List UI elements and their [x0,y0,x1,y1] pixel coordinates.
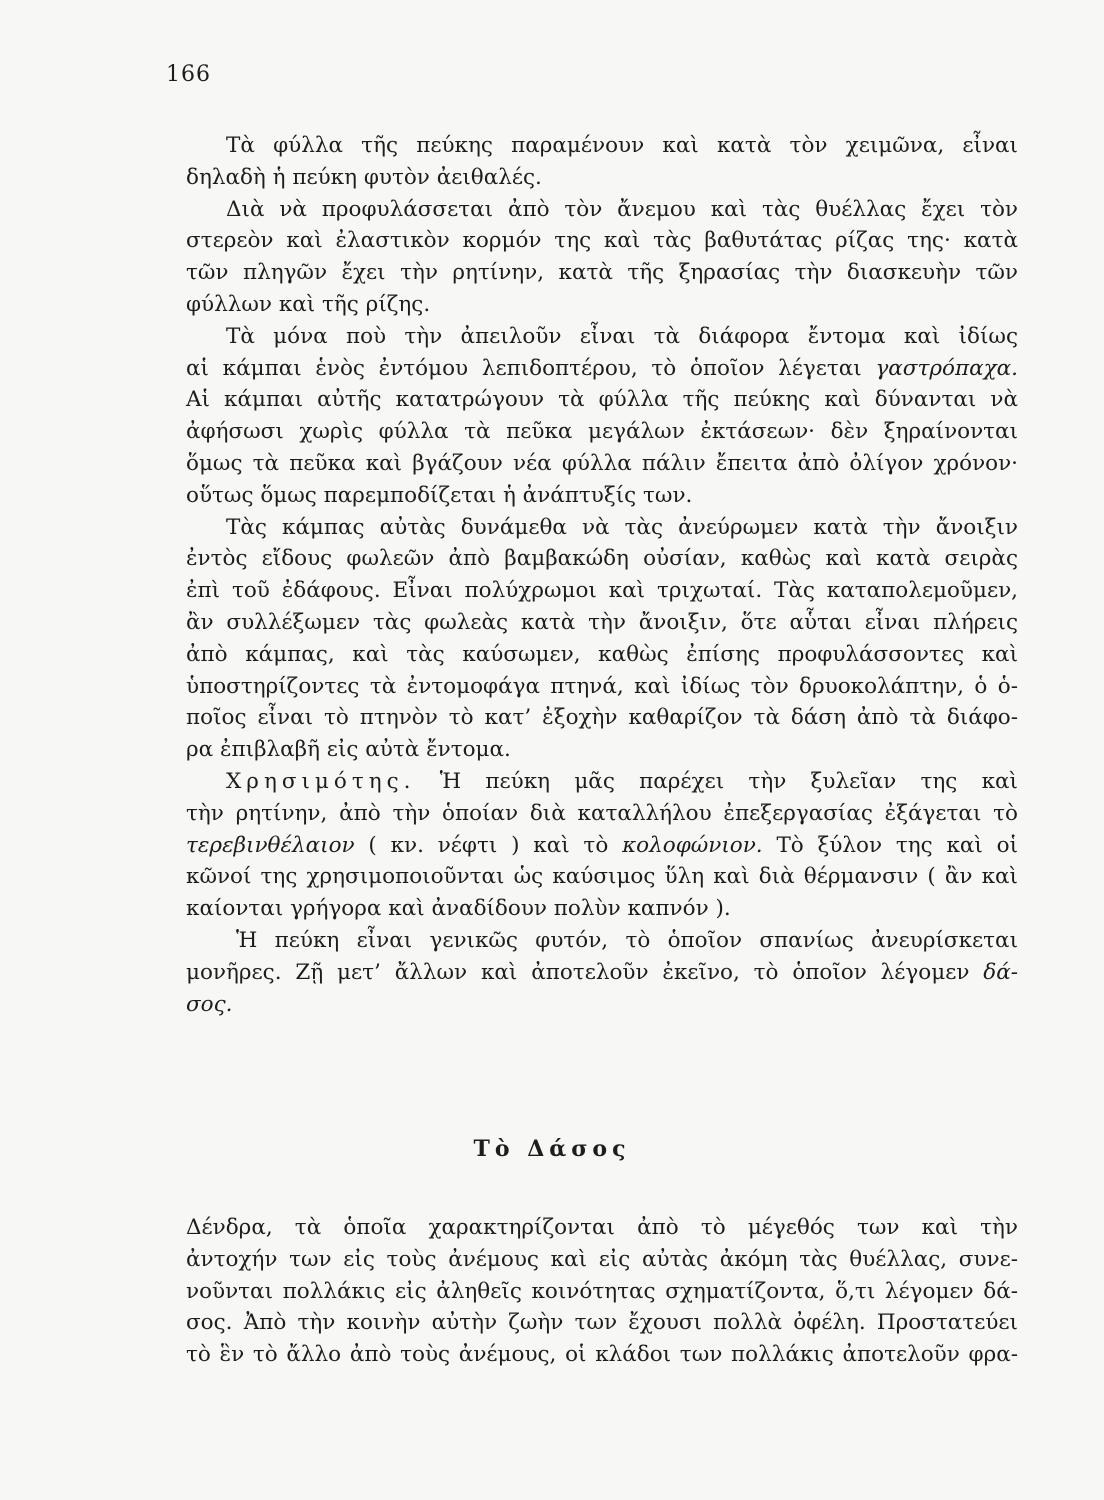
text-line: ἐντὸς εἴδους φωλεῶν ἀπὸ βαμβακώδη οὐσίαν, καθὼς καὶ κατὰ σειρὰς [186,546,1018,572]
term-gastropacha: γαστρόπαχα. [875,355,1018,381]
term-kolofonion: κολοφώνιον. [622,832,763,858]
text-line [186,353,1018,385]
text-line: Διὰ νὰ προφυλάσσεται ἀπὸ τὸν ἄνεμου καὶ τὰς θυέλλας ἔχει τὸν [226,196,1018,222]
text-line [186,830,1018,862]
text-line: ἀπὸ κάμπας, καὶ τὰς καύσωμεν, καθὼς ἐπίσης προφυλάσσοντες καὶ [186,641,1018,667]
forest-text-block [186,1212,1018,1371]
main-text-block [186,130,1018,1020]
text-line: ἀφήσωσι χωρὶς φύλλα τὰ πεῦκα μεγάλων ἐκτάσεων· δὲν ξηραίνονται [186,419,1018,445]
page-number: 166 [166,62,211,87]
text-line: ποῖος εἶναι τὸ πτηνὸν τὸ κατ’ ἐξοχὴν καθαρίζον τὰ δάση ἀπὸ τὰ διάφο- [186,705,1018,731]
text-fragment: ( κν. νέφτι ) καὶ τὸ [368,832,609,858]
text-line: Τὰς κάμπας αὐτὰς δυνάμεθα νὰ τὰς ἀνεύρωμεν κατὰ τὴν ἄνοιξιν [226,514,1018,540]
text-line: Τὰ μόνα ποὺ τὴν ἀπειλοῦν εἶναι τὰ διάφορα ἔντομα καὶ ἰδίως [226,323,1018,349]
text-fragment: μονῆρες. Ζῇ μετ’ ἄλλων καὶ ἀποτελοῦν ἐκεῖνο, τὸ ὁποῖον λέγομεν [186,959,970,985]
text-fragment: Τὸ ξύλον της καὶ οἱ [776,832,1018,858]
text-line: κῶνοί της χρησιμοποιοῦνται ὡς καύσιμος ὕλη καὶ διὰ θέρμανσιν ( ἂν καὶ [186,864,1018,890]
term-terebinthelaion: τερεβινθέλαιον [186,832,355,858]
section-label-chrisimotis: Χρησιμότης. [226,768,416,794]
section-heading: Τὸ Δάσος [473,1136,631,1162]
text-line: Τὰ φύλλα τῆς πεύκης παραμένουν καὶ κατὰ τὸν χειμῶνα, εἶναι [226,133,1018,158]
text-line: Δένδρα, τὰ ὁποῖα χαρακτηρίζονται ἀπὸ τὸ μέγεθός των καὶ τὴν [186,1215,1018,1240]
text-line: ἂν συλλέξωμεν τὰς φωλεὰς κατὰ τὴν ἄνοιξιν, ὅτε αὗται εἶναι πλήρεις [186,609,1018,635]
text-line: νοῦνται πολλάκις εἰς ἀληθεῖς κοινότητας σχηματίζοντα, ὅ,τι λέγομεν δά- [186,1278,1018,1304]
text-line: ὑποστηρίζοντες τὰ ἐντομοφάγα πτηνά, καὶ ἰδίως τὸν δρυοκολάπτην, ὁ ὁ- [186,673,1018,699]
text-line [186,989,1018,1021]
text-line: Ἡ πεύκη εἶναι γενικῶς φυτόν, τὸ ὁποῖον σπανίως ἀνευρίσκεται [236,927,1018,953]
text-line [186,957,1018,989]
text-fragment: Ἡ πεύκη μᾶς παρέχει τὴν ξυλεῖαν της καὶ [439,768,1018,794]
text-line: οὕτως ὅμως παρεμποδίζεται ἡ ἀνάπτυξίς των. [186,482,693,508]
text-line: τῶν πληγῶν ἔχει τὴν ρητίνην, κατὰ τῆς ξηρασίας τὴν διασκευὴν τῶν [186,260,1018,286]
text-line: τὸ ἓν τὸ ἄλλο ἀπὸ τοὺς ἀνέμους, οἱ κλάδοι των πολλάκις ἀποτελοῦν φρα- [186,1342,1018,1368]
text-line: Αἱ κάμπαι αὐτῆς κατατρώγουν τὰ φύλλα τῆς πεύκης καὶ δύνανται νὰ [186,387,1018,413]
text-line: ὅμως τὰ πεῦκα καὶ βγάζουν νέα φύλλα πάλιν ἔπειτα ἀπὸ ὀλίγον χρόνον· [186,450,1018,476]
text-line: στερεὸν καὶ ἐλαστικὸν κορμόν της καὶ τὰς βαθυτάτας ρίζας της· κατὰ [186,228,1018,254]
text-line: ρα ἐπιβλαβῆ εἰς αὐτὰ ἔντομα. [186,737,511,763]
term-dasos-end: σος. [186,991,233,1017]
text-line: σος. Ἀπὸ τὴν κοινὴν αὐτὴν ζωὴν των ἔχουσι πολλὰ ὀφέλη. Προστατεύει [186,1310,1018,1336]
term-dasos: δά- [983,959,1018,985]
text-line: καίονται γρήγορα καὶ ἀναδίδουν πολὺν καπνόν ). [186,896,731,922]
text-line [186,766,1018,798]
text-fragment: αἱ κάμπαι ἑνὸς ἐντόμου λεπιδοπτέρου, τὸ ὁποῖον λέγεται [186,355,862,381]
text-line: φύλλων καὶ τῆς ρίζης. [186,291,431,317]
text-line: δηλαδὴ ἡ πεύκη φυτὸν ἀειθαλές. [186,164,542,190]
text-line: ἀντοχήν των εἰς τοὺς ἀνέμους καὶ εἰς αὐτὰς ἀκόμη τὰς θυέλλας, συνε- [186,1246,1018,1272]
text-line: τὴν ρητίνην, ἀπὸ τὴν ὁποίαν διὰ καταλλήλου ἐπεξεργασίας ἐξάγεται τὸ [186,800,1018,826]
text-line: ἐπὶ τοῦ ἐδάφους. Εἶναι πολύχρωμοι καὶ τριχωταί. Τὰς καταπολεμοῦμεν, [186,578,1018,604]
